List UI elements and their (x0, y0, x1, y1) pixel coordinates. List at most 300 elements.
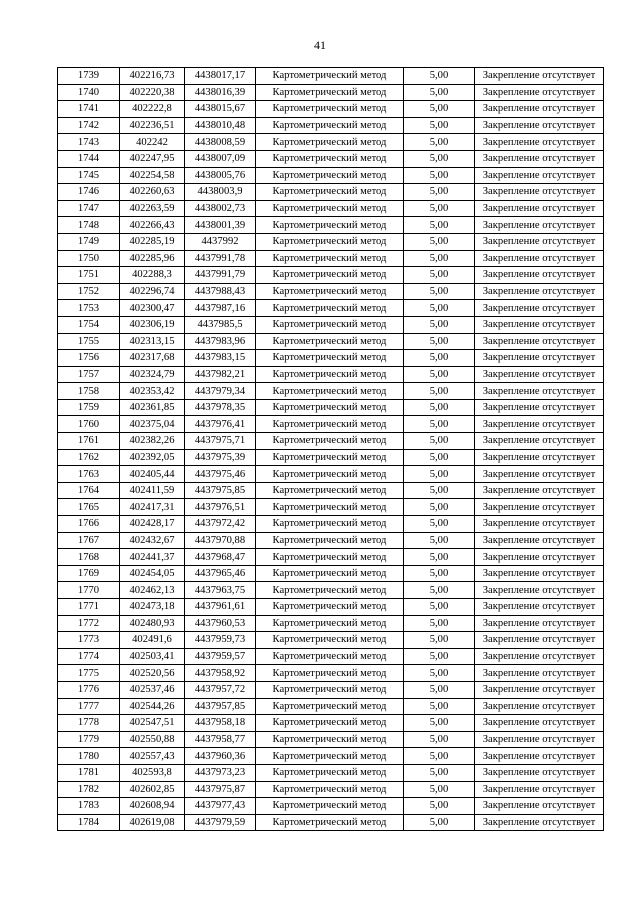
method-cell: Картометрический метод (256, 200, 404, 217)
y-coordinate-cell: 4437977,43 (185, 798, 256, 815)
table-row (58, 698, 604, 715)
accuracy-cell: 5,00 (404, 316, 475, 333)
y-coordinate-cell: 4437975,71 (185, 433, 256, 450)
accuracy-cell: 5,00 (404, 250, 475, 267)
point-number-cell: 1770 (58, 582, 120, 599)
y-coordinate-cell: 4438015,67 (185, 101, 256, 118)
y-coordinate-cell: 4437972,42 (185, 516, 256, 533)
fixation-cell: Закрепление отсутствует (475, 300, 604, 317)
point-number-cell: 1750 (58, 250, 120, 267)
table-row (58, 217, 604, 234)
accuracy-cell: 5,00 (404, 698, 475, 715)
accuracy-cell: 5,00 (404, 665, 475, 682)
table-row (58, 101, 604, 118)
fixation-cell: Закрепление отсутствует (475, 350, 604, 367)
fixation-cell: Закрепление отсутствует (475, 167, 604, 184)
accuracy-cell: 5,00 (404, 134, 475, 151)
x-coordinate-cell: 402441,37 (120, 549, 185, 566)
accuracy-cell: 5,00 (404, 549, 475, 566)
accuracy-cell: 5,00 (404, 615, 475, 632)
point-number-cell: 1783 (58, 798, 120, 815)
method-cell: Картометрический метод (256, 433, 404, 450)
point-number-cell: 1744 (58, 150, 120, 167)
table-row (58, 748, 604, 765)
table-row (58, 250, 604, 267)
accuracy-cell: 5,00 (404, 681, 475, 698)
fixation-cell: Закрепление отсутствует (475, 68, 604, 85)
method-cell: Картометрический метод (256, 134, 404, 151)
x-coordinate-cell: 402247,95 (120, 150, 185, 167)
accuracy-cell: 5,00 (404, 84, 475, 101)
method-cell: Картометрический метод (256, 101, 404, 118)
accuracy-cell: 5,00 (404, 482, 475, 499)
table-row (58, 599, 604, 616)
y-coordinate-cell: 4437960,53 (185, 615, 256, 632)
accuracy-cell: 5,00 (404, 748, 475, 765)
x-coordinate-cell: 402593,8 (120, 764, 185, 781)
x-coordinate-cell: 402428,17 (120, 516, 185, 533)
point-number-cell: 1776 (58, 681, 120, 698)
method-cell: Картометрический метод (256, 764, 404, 781)
fixation-cell: Закрепление отсутствует (475, 117, 604, 134)
method-cell: Картометрический метод (256, 316, 404, 333)
fixation-cell: Закрепление отсутствует (475, 648, 604, 665)
method-cell: Картометрический метод (256, 333, 404, 350)
point-number-cell: 1752 (58, 283, 120, 300)
fixation-cell: Закрепление отсутствует (475, 466, 604, 483)
accuracy-cell: 5,00 (404, 814, 475, 831)
accuracy-cell: 5,00 (404, 466, 475, 483)
x-coordinate-cell: 402480,93 (120, 615, 185, 632)
method-cell: Картометрический метод (256, 366, 404, 383)
x-coordinate-cell: 402313,15 (120, 333, 185, 350)
method-cell: Картометрический метод (256, 267, 404, 284)
point-number-cell: 1766 (58, 516, 120, 533)
coordinates-table (57, 67, 604, 831)
y-coordinate-cell: 4437975,87 (185, 781, 256, 798)
accuracy-cell: 5,00 (404, 68, 475, 85)
table-row (58, 549, 604, 566)
y-coordinate-cell: 4437975,39 (185, 449, 256, 466)
accuracy-cell: 5,00 (404, 333, 475, 350)
method-cell: Картометрический метод (256, 117, 404, 134)
coordinates-table-body (58, 68, 604, 831)
y-coordinate-cell: 4437988,43 (185, 283, 256, 300)
table-row (58, 648, 604, 665)
accuracy-cell: 5,00 (404, 781, 475, 798)
table-row (58, 117, 604, 134)
fixation-cell: Закрепление отсутствует (475, 798, 604, 815)
point-number-cell: 1762 (58, 449, 120, 466)
accuracy-cell: 5,00 (404, 433, 475, 450)
point-number-cell: 1741 (58, 101, 120, 118)
y-coordinate-cell: 4438017,17 (185, 68, 256, 85)
method-cell: Картометрический метод (256, 250, 404, 267)
fixation-cell: Закрепление отсутствует (475, 433, 604, 450)
x-coordinate-cell: 402375,04 (120, 416, 185, 433)
table-row (58, 798, 604, 815)
x-coordinate-cell: 402619,08 (120, 814, 185, 831)
y-coordinate-cell: 4437961,61 (185, 599, 256, 616)
fixation-cell: Закрепление отсутствует (475, 283, 604, 300)
x-coordinate-cell: 402537,46 (120, 681, 185, 698)
y-coordinate-cell: 4437991,78 (185, 250, 256, 267)
point-number-cell: 1775 (58, 665, 120, 682)
table-row (58, 516, 604, 533)
point-number-cell: 1743 (58, 134, 120, 151)
fixation-cell: Закрепление отсутствует (475, 698, 604, 715)
method-cell: Картометрический метод (256, 184, 404, 201)
y-coordinate-cell: 4437960,36 (185, 748, 256, 765)
y-coordinate-cell: 4437957,85 (185, 698, 256, 715)
x-coordinate-cell: 402285,96 (120, 250, 185, 267)
fixation-cell: Закрепление отсутствует (475, 615, 604, 632)
table-row (58, 333, 604, 350)
point-number-cell: 1764 (58, 482, 120, 499)
accuracy-cell: 5,00 (404, 632, 475, 649)
x-coordinate-cell: 402392,05 (120, 449, 185, 466)
fixation-cell: Закрепление отсутствует (475, 549, 604, 566)
table-row (58, 200, 604, 217)
point-number-cell: 1781 (58, 764, 120, 781)
point-number-cell: 1761 (58, 433, 120, 450)
point-number-cell: 1771 (58, 599, 120, 616)
x-coordinate-cell: 402242 (120, 134, 185, 151)
fixation-cell: Закрепление отсутствует (475, 582, 604, 599)
table-row (58, 466, 604, 483)
fixation-cell: Закрепление отсутствует (475, 731, 604, 748)
y-coordinate-cell: 4437963,75 (185, 582, 256, 599)
point-number-cell: 1768 (58, 549, 120, 566)
accuracy-cell: 5,00 (404, 798, 475, 815)
table-row (58, 316, 604, 333)
method-cell: Картометрический метод (256, 781, 404, 798)
x-coordinate-cell: 402288,3 (120, 267, 185, 284)
table-row (58, 167, 604, 184)
table-row (58, 814, 604, 831)
method-cell: Картометрический метод (256, 350, 404, 367)
method-cell: Картометрический метод (256, 300, 404, 317)
y-coordinate-cell: 4437970,88 (185, 532, 256, 549)
x-coordinate-cell: 402454,05 (120, 565, 185, 582)
point-number-cell: 1754 (58, 316, 120, 333)
fixation-cell: Закрепление отсутствует (475, 267, 604, 284)
y-coordinate-cell: 4437978,35 (185, 399, 256, 416)
accuracy-cell: 5,00 (404, 516, 475, 533)
x-coordinate-cell: 402306,19 (120, 316, 185, 333)
accuracy-cell: 5,00 (404, 383, 475, 400)
x-coordinate-cell: 402296,74 (120, 283, 185, 300)
accuracy-cell: 5,00 (404, 731, 475, 748)
y-coordinate-cell: 4437985,5 (185, 316, 256, 333)
y-coordinate-cell: 4437987,16 (185, 300, 256, 317)
accuracy-cell: 5,00 (404, 599, 475, 616)
fixation-cell: Закрепление отсутствует (475, 565, 604, 582)
table-row (58, 399, 604, 416)
method-cell: Картометрический метод (256, 648, 404, 665)
point-number-cell: 1746 (58, 184, 120, 201)
fixation-cell: Закрепление отсутствует (475, 814, 604, 831)
fixation-cell: Закрепление отсутствует (475, 499, 604, 516)
method-cell: Картометрический метод (256, 383, 404, 400)
accuracy-cell: 5,00 (404, 648, 475, 665)
accuracy-cell: 5,00 (404, 764, 475, 781)
y-coordinate-cell: 4438001,39 (185, 217, 256, 234)
x-coordinate-cell: 402353,42 (120, 383, 185, 400)
method-cell: Картометрический метод (256, 665, 404, 682)
x-coordinate-cell: 402557,43 (120, 748, 185, 765)
table-row (58, 150, 604, 167)
method-cell: Картометрический метод (256, 748, 404, 765)
table-row (58, 84, 604, 101)
point-number-cell: 1751 (58, 267, 120, 284)
method-cell: Картометрический метод (256, 449, 404, 466)
point-number-cell: 1767 (58, 532, 120, 549)
table-row (58, 134, 604, 151)
table-row (58, 383, 604, 400)
table-row (58, 665, 604, 682)
x-coordinate-cell: 402411,59 (120, 482, 185, 499)
y-coordinate-cell: 4437959,57 (185, 648, 256, 665)
fixation-cell: Закрепление отсутствует (475, 150, 604, 167)
accuracy-cell: 5,00 (404, 150, 475, 167)
method-cell: Картометрический метод (256, 150, 404, 167)
accuracy-cell: 5,00 (404, 449, 475, 466)
method-cell: Картометрический метод (256, 416, 404, 433)
fixation-cell: Закрепление отсутствует (475, 781, 604, 798)
y-coordinate-cell: 4438007,09 (185, 150, 256, 167)
method-cell: Картометрический метод (256, 698, 404, 715)
accuracy-cell: 5,00 (404, 267, 475, 284)
fixation-cell: Закрепление отсутствует (475, 184, 604, 201)
y-coordinate-cell: 4437957,72 (185, 681, 256, 698)
table-row (58, 350, 604, 367)
point-number-cell: 1739 (58, 68, 120, 85)
point-number-cell: 1760 (58, 416, 120, 433)
fixation-cell: Закрепление отсутствует (475, 383, 604, 400)
y-coordinate-cell: 4438005,76 (185, 167, 256, 184)
fixation-cell: Закрепление отсутствует (475, 482, 604, 499)
accuracy-cell: 5,00 (404, 532, 475, 549)
method-cell: Картометрический метод (256, 68, 404, 85)
point-number-cell: 1773 (58, 632, 120, 649)
fixation-cell: Закрепление отсутствует (475, 200, 604, 217)
table-row (58, 300, 604, 317)
x-coordinate-cell: 402417,31 (120, 499, 185, 516)
point-number-cell: 1759 (58, 399, 120, 416)
table-row (58, 233, 604, 250)
point-number-cell: 1740 (58, 84, 120, 101)
point-number-cell: 1780 (58, 748, 120, 765)
point-number-cell: 1758 (58, 383, 120, 400)
x-coordinate-cell: 402260,63 (120, 184, 185, 201)
method-cell: Картометрический метод (256, 549, 404, 566)
point-number-cell: 1765 (58, 499, 120, 516)
fixation-cell: Закрепление отсутствует (475, 134, 604, 151)
fixation-cell: Закрепление отсутствует (475, 681, 604, 698)
fixation-cell: Закрепление отсутствует (475, 333, 604, 350)
y-coordinate-cell: 4437979,34 (185, 383, 256, 400)
method-cell: Картометрический метод (256, 615, 404, 632)
fixation-cell: Закрепление отсутствует (475, 416, 604, 433)
table-row (58, 715, 604, 732)
y-coordinate-cell: 4438003,9 (185, 184, 256, 201)
x-coordinate-cell: 402520,56 (120, 665, 185, 682)
x-coordinate-cell: 402503,41 (120, 648, 185, 665)
method-cell: Картометрический метод (256, 632, 404, 649)
method-cell: Картометрический метод (256, 516, 404, 533)
method-cell: Картометрический метод (256, 814, 404, 831)
x-coordinate-cell: 402220,38 (120, 84, 185, 101)
table-row (58, 615, 604, 632)
point-number-cell: 1753 (58, 300, 120, 317)
accuracy-cell: 5,00 (404, 366, 475, 383)
y-coordinate-cell: 4437976,41 (185, 416, 256, 433)
fixation-cell: Закрепление отсутствует (475, 632, 604, 649)
x-coordinate-cell: 402236,51 (120, 117, 185, 134)
y-coordinate-cell: 4437975,85 (185, 482, 256, 499)
y-coordinate-cell: 4438010,48 (185, 117, 256, 134)
method-cell: Картометрический метод (256, 283, 404, 300)
table-row (58, 499, 604, 516)
page-number: 41 (314, 38, 326, 52)
method-cell: Картометрический метод (256, 599, 404, 616)
method-cell: Картометрический метод (256, 217, 404, 234)
fixation-cell: Закрепление отсутствует (475, 764, 604, 781)
table-row (58, 449, 604, 466)
point-number-cell: 1772 (58, 615, 120, 632)
y-coordinate-cell: 4437958,18 (185, 715, 256, 732)
y-coordinate-cell: 4437983,96 (185, 333, 256, 350)
y-coordinate-cell: 4437992 (185, 233, 256, 250)
point-number-cell: 1747 (58, 200, 120, 217)
method-cell: Картометрический метод (256, 499, 404, 516)
x-coordinate-cell: 402285,19 (120, 233, 185, 250)
method-cell: Картометрический метод (256, 731, 404, 748)
table-row (58, 416, 604, 433)
y-coordinate-cell: 4437991,79 (185, 267, 256, 284)
y-coordinate-cell: 4437975,46 (185, 466, 256, 483)
accuracy-cell: 5,00 (404, 184, 475, 201)
x-coordinate-cell: 402405,44 (120, 466, 185, 483)
y-coordinate-cell: 4438016,39 (185, 84, 256, 101)
method-cell: Картометрический метод (256, 399, 404, 416)
fixation-cell: Закрепление отсутствует (475, 366, 604, 383)
fixation-cell: Закрепление отсутствует (475, 516, 604, 533)
x-coordinate-cell: 402254,58 (120, 167, 185, 184)
table-row (58, 764, 604, 781)
point-number-cell: 1782 (58, 781, 120, 798)
method-cell: Картометрический метод (256, 798, 404, 815)
x-coordinate-cell: 402317,68 (120, 350, 185, 367)
accuracy-cell: 5,00 (404, 416, 475, 433)
accuracy-cell: 5,00 (404, 117, 475, 134)
y-coordinate-cell: 4437959,73 (185, 632, 256, 649)
table-row (58, 267, 604, 284)
x-coordinate-cell: 402602,85 (120, 781, 185, 798)
point-number-cell: 1756 (58, 350, 120, 367)
x-coordinate-cell: 402266,43 (120, 217, 185, 234)
x-coordinate-cell: 402462,13 (120, 582, 185, 599)
y-coordinate-cell: 4437965,46 (185, 565, 256, 582)
table-row (58, 582, 604, 599)
fixation-cell: Закрепление отсутствует (475, 532, 604, 549)
point-number-cell: 1778 (58, 715, 120, 732)
accuracy-cell: 5,00 (404, 715, 475, 732)
accuracy-cell: 5,00 (404, 200, 475, 217)
point-number-cell: 1784 (58, 814, 120, 831)
accuracy-cell: 5,00 (404, 283, 475, 300)
method-cell: Картометрический метод (256, 482, 404, 499)
table-row (58, 632, 604, 649)
accuracy-cell: 5,00 (404, 167, 475, 184)
fixation-cell: Закрепление отсутствует (475, 599, 604, 616)
table-row (58, 68, 604, 85)
point-number-cell: 1774 (58, 648, 120, 665)
fixation-cell: Закрепление отсутствует (475, 233, 604, 250)
accuracy-cell: 5,00 (404, 101, 475, 118)
table-row (58, 184, 604, 201)
accuracy-cell: 5,00 (404, 565, 475, 582)
x-coordinate-cell: 402216,73 (120, 68, 185, 85)
accuracy-cell: 5,00 (404, 300, 475, 317)
table-row (58, 366, 604, 383)
accuracy-cell: 5,00 (404, 217, 475, 234)
y-coordinate-cell: 4437983,15 (185, 350, 256, 367)
point-number-cell: 1779 (58, 731, 120, 748)
x-coordinate-cell: 402432,67 (120, 532, 185, 549)
accuracy-cell: 5,00 (404, 233, 475, 250)
y-coordinate-cell: 4437976,51 (185, 499, 256, 516)
point-number-cell: 1769 (58, 565, 120, 582)
point-number-cell: 1777 (58, 698, 120, 715)
method-cell: Картометрический метод (256, 167, 404, 184)
x-coordinate-cell: 402473,18 (120, 599, 185, 616)
fixation-cell: Закрепление отсутствует (475, 399, 604, 416)
y-coordinate-cell: 4437968,47 (185, 549, 256, 566)
x-coordinate-cell: 402544,26 (120, 698, 185, 715)
table-row (58, 565, 604, 582)
x-coordinate-cell: 402263,59 (120, 200, 185, 217)
x-coordinate-cell: 402550,88 (120, 731, 185, 748)
y-coordinate-cell: 4437958,77 (185, 731, 256, 748)
point-number-cell: 1757 (58, 366, 120, 383)
y-coordinate-cell: 4438008,59 (185, 134, 256, 151)
table-row (58, 781, 604, 798)
fixation-cell: Закрепление отсутствует (475, 217, 604, 234)
point-number-cell: 1763 (58, 466, 120, 483)
point-number-cell: 1748 (58, 217, 120, 234)
table-row (58, 482, 604, 499)
table-row (58, 433, 604, 450)
y-coordinate-cell: 4437982,21 (185, 366, 256, 383)
x-coordinate-cell: 402361,85 (120, 399, 185, 416)
x-coordinate-cell: 402324,79 (120, 366, 185, 383)
table-row (58, 681, 604, 698)
fixation-cell: Закрепление отсутствует (475, 449, 604, 466)
table-row (58, 731, 604, 748)
fixation-cell: Закрепление отсутствует (475, 665, 604, 682)
method-cell: Картометрический метод (256, 233, 404, 250)
y-coordinate-cell: 4438002,73 (185, 200, 256, 217)
method-cell: Картометрический метод (256, 565, 404, 582)
y-coordinate-cell: 4437973,23 (185, 764, 256, 781)
point-number-cell: 1742 (58, 117, 120, 134)
x-coordinate-cell: 402547,51 (120, 715, 185, 732)
table-row (58, 532, 604, 549)
method-cell: Картометрический метод (256, 84, 404, 101)
method-cell: Картометрический метод (256, 582, 404, 599)
